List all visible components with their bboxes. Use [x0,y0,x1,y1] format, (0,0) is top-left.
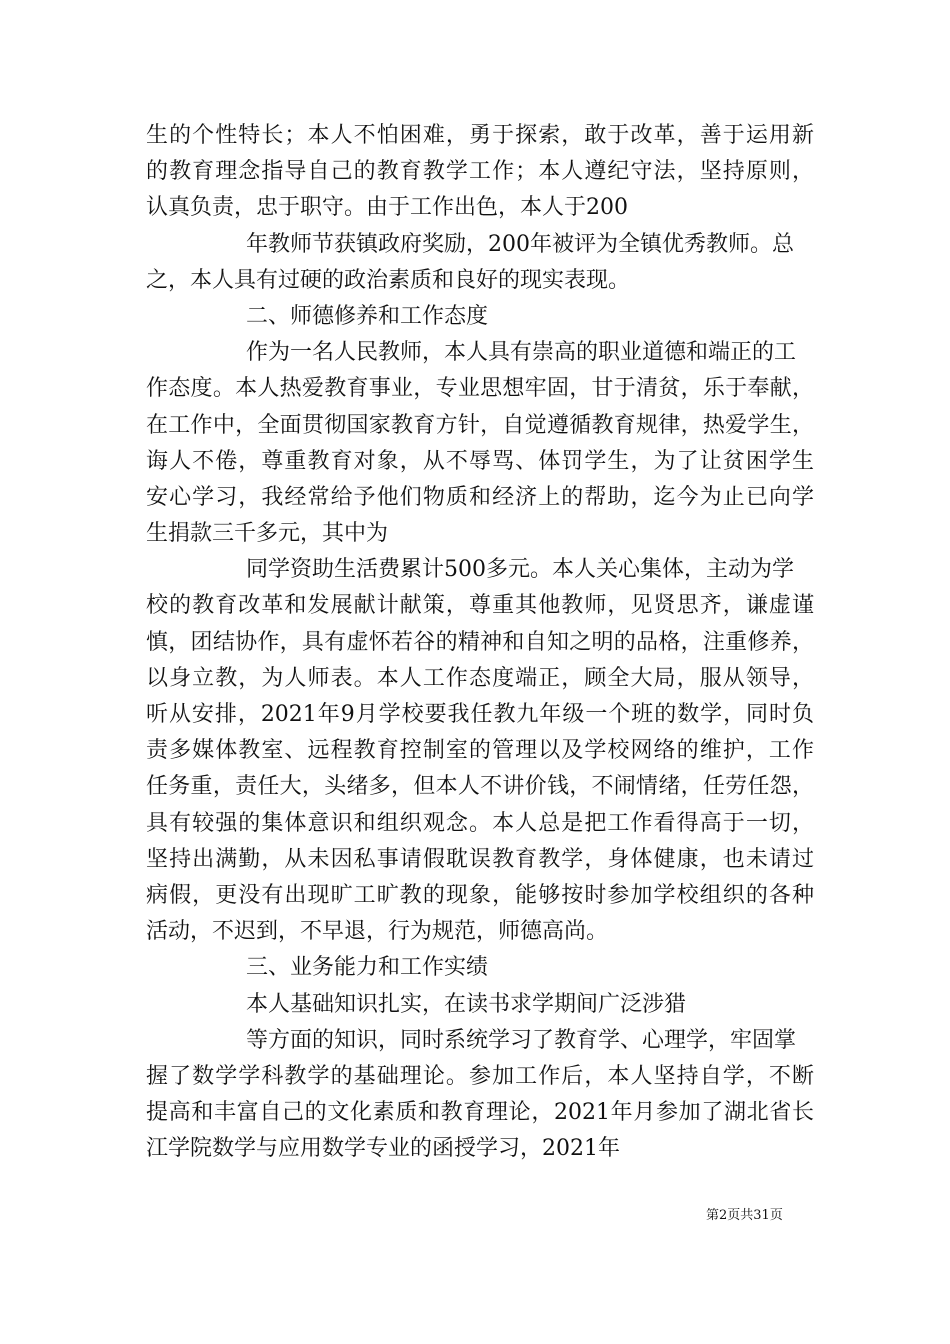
text-line-2: 的教育理念指导自己的教育教学工作；本人遵纪守法，坚持原则， [146,159,814,185]
text-line-14: 校的教育改革和发展献计献策，尊重其他教师，见贤思齐，谦虚谨 [146,593,814,619]
page-number: 第2页共31页 [706,1208,783,1223]
text-line-1: 生的个性特长；本人不怕困难，勇于探索，敢于改革，善于运用新 [146,123,814,148]
text-line-28: 提高和丰富自己的文化素质和教育理论，2021年月参加了湖北省长 [146,1100,814,1126]
text-line-17: 听从安排，2021年9月学校要我任教九年级一个班的数学，同时负 [146,702,814,727]
text-line-13: 同学资助生活费累计500多元。本人关心集体，主动为学 [246,557,794,583]
text-line-18: 责多媒体教室、远程教育控制室的管理以及学校网络的维护，工作 [146,738,814,764]
text-line-25: 本人基础知识扎实，在读书求学期间广泛涉猎 [246,991,687,1017]
text-line-4: 年教师节获镇政府奖励，200年被评为全镇优秀教师。总 [246,231,794,257]
text-line-29: 江学院数学与应用数学专业的函授学习，2021年 [146,1136,620,1162]
body-text [146,118,814,1167]
text-line-9: 在工作中，全面贯彻国家教育方针，自觉遵循教育规律，热爱学生， [146,412,814,438]
text-line-23: 活动，不迟到，不早退，行为规范，师德高尚。 [146,919,609,945]
section-heading-3: 三、业务能力和工作实绩 [246,955,489,981]
text-line-5: 之，本人具有过硬的政治素质和良好的现实表现。 [146,267,631,293]
text-line-19: 任务重，责任大，头绪多，但本人不讲价钱，不闹情绪，任劳任怨， [146,774,814,800]
text-line-20: 具有较强的集体意识和组织观念。本人总是把工作看得高于一切， [146,810,814,836]
text-line-27: 握了数学学科教学的基础理论。参加工作后，本人坚持自学，不断 [146,1063,814,1089]
text-line-7: 作为一名人民教师，本人具有崇高的职业道德和端正的工 [246,340,797,366]
text-line-22: 病假，更没有出现旷工旷教的现象，能够按时参加学校组织的各种 [146,882,814,908]
text-line-8: 作态度。本人热爱教育事业，专业思想牢固，甘于清贫，乐于奉献， [146,376,814,402]
text-line-11: 安心学习，我经常给予他们物质和经济上的帮助，迄今为止已向学 [146,484,814,510]
text-line-21: 坚持出满勤，从未因私事请假耽误教育教学，身体健康，也未请过 [146,846,814,872]
text-line-15: 慎，团结协作，具有虚怀若谷的精神和自知之明的品格，注重修养， [146,629,814,655]
text-line-12: 生捐款三千多元，其中为 [146,521,389,547]
text-line-16: 以身立教，为人师表。本人工作态度端正，顾全大局，服从领导， [146,665,814,691]
text-line-26: 等方面的知识，同时系统学习了教育学、心理学，牢固掌 [246,1027,797,1053]
section-heading-2: 二、师德修养和工作态度 [246,303,489,329]
text-line-10: 诲人不倦，尊重教育对象，从不辱骂、体罚学生，为了让贫困学生 [146,448,814,474]
text-line-3: 认真负责，忠于职守。由于工作出色，本人于200 [146,195,628,221]
